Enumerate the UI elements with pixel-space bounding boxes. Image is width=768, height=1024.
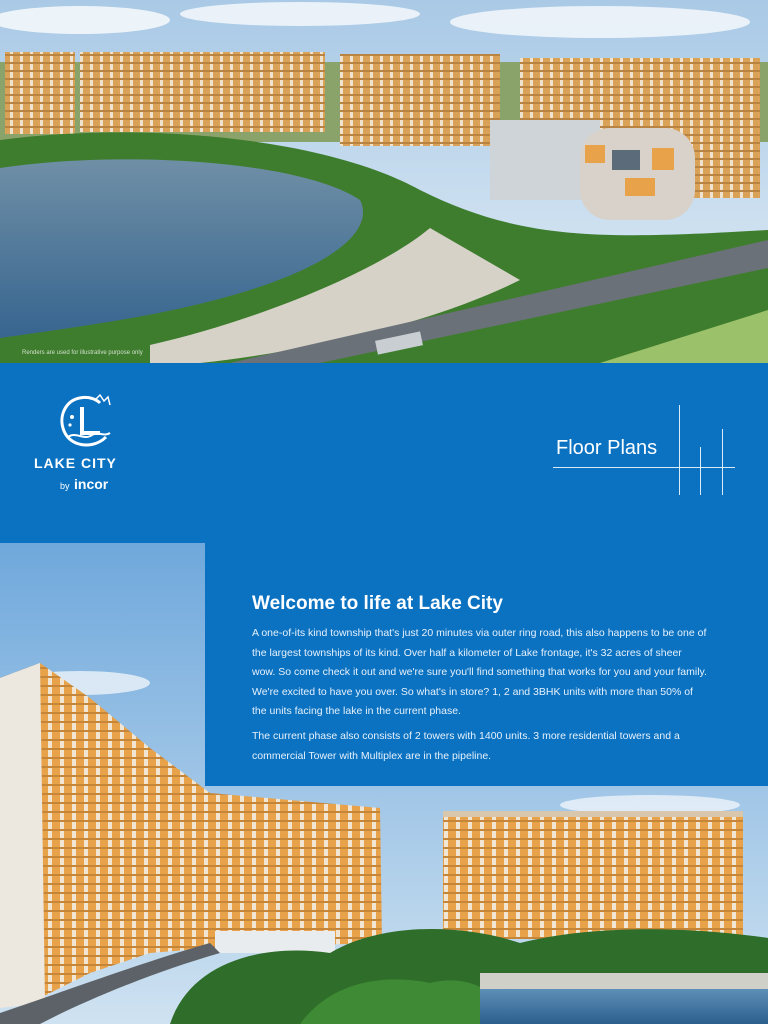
logo-brand: incor	[74, 476, 109, 492]
section-title: Floor Plans	[556, 437, 658, 459]
divider-vertical-3	[722, 429, 723, 495]
logo-name: LAKE CITY	[34, 455, 117, 471]
render-disclaimer: Renders are used for illustrative purpose only	[22, 350, 143, 356]
divider-vertical-2	[700, 447, 701, 495]
township-aerial-illustration	[0, 0, 768, 363]
hero-rendering	[0, 0, 768, 363]
lake-city-emblem-icon	[56, 393, 116, 451]
divider-vertical-1	[679, 405, 680, 495]
divider-horizontal	[553, 467, 735, 468]
header-band	[0, 363, 768, 543]
welcome-panel	[205, 543, 768, 786]
welcome-title: Welcome to life at Lake City	[252, 593, 503, 614]
welcome-paragraph-2: The current phase also consists of 2 towers with 1400 units. 3 more residential towers and a commercial Tower with Multiplex are in the pipeline.	[252, 730, 680, 762]
welcome-paragraph-1: A one-of-its kind township that's just 20 minutes via outer ring road, this also happens to be one of the largest townships of its kind. Over half a kilometer of Lake frontage, it's 32 acres of sheer wow. So come check it out and we're sure you'll find something that works for you and your family. We're excited to have you over. So what's in store? 1, 2 and 3BHK units with more than 50% of the units facing the lake in the current phase.	[252, 627, 707, 718]
logo-by: by	[60, 481, 70, 491]
